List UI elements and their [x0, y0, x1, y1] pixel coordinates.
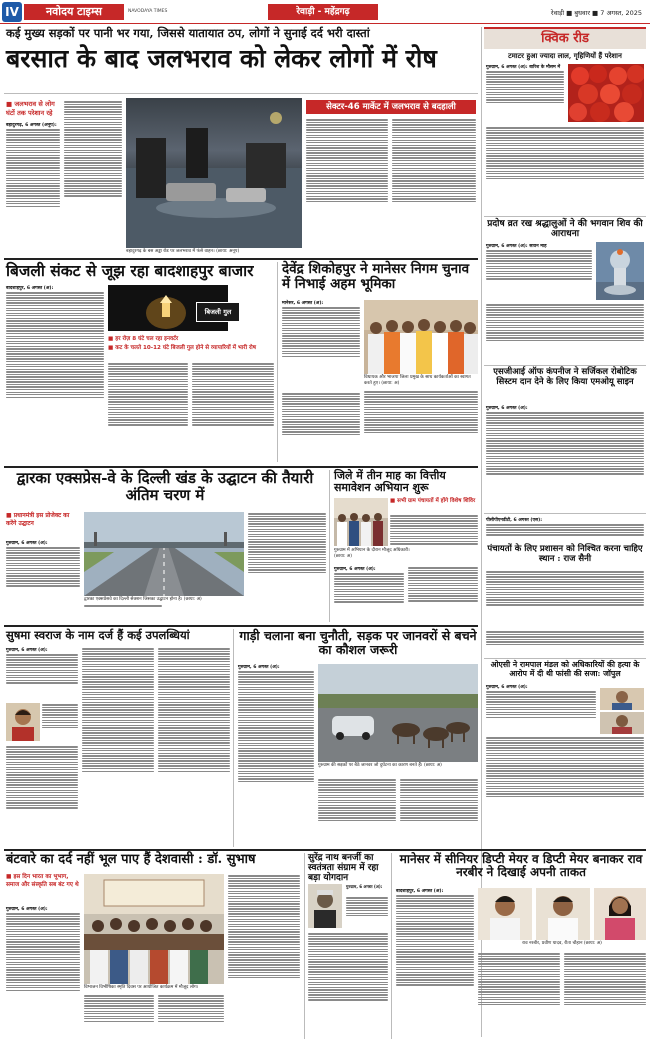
quick-read-item1-body — [486, 70, 564, 124]
quick-read-item1-headline: टमाटर हुआ ज्यादा लाल, गृहिणियों हैं परेशान — [508, 51, 622, 60]
sector-body-col1 — [306, 118, 388, 252]
paper-name: नवोदय टाइम्स — [24, 4, 124, 20]
dwarka-body-col1 — [6, 546, 80, 610]
partition-event-photo — [84, 874, 224, 984]
sushma-body-col1 — [6, 653, 78, 701]
cattle-headline: गाड़ी चलाना बना चुनौती, सड़क पर जानवरों से बचने का कौशल जरूरी — [239, 628, 477, 657]
dwarka-body-col2 — [248, 512, 326, 610]
dwarka-subhead: ■ प्रधानमंत्री इस प्रोजेक्ट का करेंगे उद्घाटन — [6, 512, 70, 527]
paper-name-english: NAVODAYA TIMES — [128, 9, 168, 14]
surendranath-portrait — [308, 884, 342, 928]
power-body-col1 — [6, 291, 104, 461]
mayor-portrait-2 — [536, 888, 590, 940]
cattle-body-col2 — [318, 778, 396, 846]
dwarka-body-col3 — [84, 604, 162, 610]
lead-kicker: कई मुख्य सड़कों पर पानी भर गया, जिससे यातायात ठप, लोगों ने सुनाई दर्द भरी दास्तां — [6, 26, 370, 40]
mayor-body-col3 — [564, 952, 646, 1038]
power-bullet-1: ■ हर रोज़ 8 घंटे चल रहा इनवर्टर — [108, 336, 179, 342]
finance-subhead: ■ सभी ग्राम पंचायतों में होंगे विशेष शिविर — [390, 498, 476, 504]
accused-photo-1 — [600, 688, 644, 710]
lead-byline: बहादुरगढ़, 6 अगस्त (अनूप): — [6, 123, 57, 128]
sushma-swaraj-portrait — [6, 703, 40, 741]
masthead — [0, 0, 650, 24]
dateline: रेवाड़ी ■ बुधवार ■ 7 अगस्त, 2025 — [550, 9, 642, 17]
quick-read-item2-byline: गुरुग्राम, 6 अगस्त (अ): सावन माह — [486, 244, 547, 249]
mayor-headline: मानेसर में सीनियर डिप्टी मेयर व डिप्टी मेयर बनाकर राव नरबीर ने दिखाई अपनी ताकत — [399, 852, 643, 880]
mayor-photo-caption: राव नरबीर, प्रवीण यादव, रीता चौहान (छाया: अ) — [522, 941, 602, 946]
sector-headline: सेक्टर-46 मार्केट में जलभराव से बदहाली — [306, 100, 476, 114]
sushma-headline: सुषमा स्वराज के नाम दर्ज हैं कई उपलब्धियां — [6, 628, 190, 642]
tomato-photo — [568, 64, 644, 122]
quick-read-item4-body2 — [486, 630, 644, 656]
cattle-body-col3 — [400, 778, 478, 846]
quick-read-item5-body2 — [486, 736, 644, 832]
quick-read-item3-headline: एसजीआई ऑफ कंपनीज ने सर्जिकल रोबोटिक सिस्टम दान देने के लिए किया एमओयू साइन — [493, 367, 637, 387]
partition-body-col4 — [228, 874, 300, 1038]
partition-body-col2 — [84, 994, 154, 1038]
quick-read-item2-body — [486, 249, 592, 301]
finance-officials-photo — [334, 498, 388, 546]
power-bullet-2: ■ कट के चलते 10-12 घंटे बिजली गुल होने से व्यापारियों में भारी रोष — [108, 345, 256, 351]
sushma-body-col1b — [42, 703, 78, 743]
lead-body-col2 — [64, 100, 122, 252]
sector-body-col2 — [392, 118, 476, 252]
quick-read-item4-lead — [486, 523, 644, 543]
mayor-body-col2 — [478, 952, 560, 1038]
dwarka-expressway-photo — [84, 512, 244, 596]
sushma-body-col2 — [82, 647, 154, 845]
accused-photo-2 — [600, 712, 644, 734]
partition-body-col3 — [158, 994, 224, 1038]
quick-read-item3-byline: गुरुग्राम, 6 अगस्त (अ): — [486, 406, 528, 411]
quick-read-item2-body2 — [486, 303, 644, 363]
finance-byline: गुरुग्राम, 6 अगस्त (अ): — [334, 567, 376, 572]
section-title: रेवाड़ी - महेंद्रगढ़ — [268, 4, 378, 20]
quick-read-item4-headline: पंचायतों के लिए प्रशासन को निश्चित करना चाहिए स्थान : राज सैनी — [487, 544, 643, 564]
power-headline: बिजली संकट से जूझ रहा बादशाहपुर बाजार — [6, 261, 254, 280]
devender-photo-caption: विधायक और भाजपा जिला प्रमुख के साथ कार्यकर्ताओं का स्वागत करते हुए। (छाया: अ) — [364, 375, 471, 386]
finance-body-col2 — [334, 572, 404, 622]
surendra-headline: सुरेंद्र नाथ बनर्जी का स्वतंत्रता संग्राम में रहा बड़ा योगदान — [308, 853, 379, 884]
cattle-byline: गुरुग्राम, 6 अगस्त (अ): — [238, 665, 280, 670]
surendra-byline: गुरुग्राम, 6 अगस्त (अ): — [346, 884, 383, 889]
cattle-road-photo — [318, 664, 478, 762]
surendra-body-col1b — [308, 932, 388, 1038]
quick-read-item1-byline: गुरुग्राम, 6 अगस्त (अ): बारिश के मौसम में — [486, 65, 561, 70]
power-cut-label: बिजली गुल — [196, 302, 240, 322]
quick-read-item4-body — [486, 570, 644, 628]
devender-body-col2 — [282, 392, 360, 462]
devender-group-photo — [364, 300, 478, 374]
partition-subhead: ■ इस दिन भारत का भूभाग, समाज और संस्कृति सब बंट गए थे — [6, 874, 79, 888]
finance-body-col3 — [408, 566, 478, 622]
devender-body-col1 — [282, 306, 360, 388]
finance-headline: जिले में तीन माह का वित्तीय समावेशन अभियान शुरू — [334, 469, 446, 495]
quick-read-item2-headline: प्रदोष व्रत रख श्रद्धालुओं ने की भगवान शिव की आराधना — [487, 219, 643, 240]
surendra-body-col1a — [346, 896, 388, 930]
partition-byline: गुरुग्राम, 6 अगस्त (अ): — [6, 907, 48, 912]
quick-read-item5-byline: गुरुग्राम, 6 अगस्त (अ): — [486, 685, 528, 690]
lead-subhead: ■ जलभराव से लोग घंटों तक परेशान रहे — [6, 100, 55, 117]
cattle-body-col1 — [238, 670, 314, 846]
devender-body-col3 — [364, 390, 478, 462]
sushma-body-col1c — [6, 745, 78, 845]
dwarka-photo-caption: द्वारका एक्सप्रेसवे का दिल्ली सेक्शन जिसका उद्घाटन होना है। (छाया: अ) — [84, 597, 202, 602]
dwarka-headline: द्वारका एक्सप्रेस-वे के दिल्ली खंड के उद्घाटन की तैयारी अंतिम चरण में — [16, 469, 314, 504]
quick-read-item5-body — [486, 690, 596, 734]
power-body-col3 — [192, 362, 274, 462]
lead-headline: बरसात के बाद जलभराव को लेकर लोगों में रोष — [6, 44, 437, 73]
mayor-body-col1 — [396, 894, 474, 1038]
partition-photo-caption: विभाजन विभीषिका स्मृति दिवस पर आयोजित कार्यक्रम में मौजूद लोग। — [84, 985, 199, 990]
mayor-portrait-3 — [594, 888, 646, 940]
lead-body-col1 — [6, 128, 60, 252]
devender-headline: देवेंद्र शिकोहपुर ने मानेसर निगम चुनाव में निभाई अहम भूमिका — [282, 261, 470, 293]
page-number: IV — [2, 2, 22, 22]
quick-read-item4-byline: पीसीपीएनडीटी, 6 अगस्त (एस): — [486, 518, 543, 523]
sushma-body-col3 — [158, 647, 230, 845]
cattle-photo-caption: गुरुग्राम की सड़कों पर बैठे जानवर जो दुर्घटना का कारण बनते हैं। (छाया: अ) — [318, 763, 442, 768]
dwarka-byline: गुरुग्राम, 6 अगस्त (अ): — [6, 541, 48, 546]
quick-read-item1-body2 — [486, 126, 644, 214]
mayor-byline: बादशाहपुर, 6 अगस्त (अ): — [396, 889, 444, 894]
partition-headline: बंटवारे का दर्द नहीं भूल पाए हैं देशवासी : डॉ. सुभाष — [6, 852, 256, 867]
power-body-col2 — [108, 362, 188, 462]
lead-photo-caption: बहादुरगढ़ के बस अड्डा रोड पर जलभराव में फंसे वाहन। (छाया: अनूप) — [126, 249, 240, 254]
partition-body-col1 — [6, 912, 80, 1038]
devender-byline: मानेसर, 6 अगस्त (अ): — [282, 301, 324, 306]
mayor-portrait-1 — [478, 888, 532, 940]
finance-body-col1 — [390, 514, 478, 564]
shivling-photo — [596, 242, 644, 300]
quick-read-item5-headline: ओएसी ने रामपाल मंडल को अधिकारियों की हत्या के आरोप में दी थी फांसी की सजा: जॉपुल — [490, 660, 640, 678]
finance-photo-caption: गुरुग्राम में अभियान के दौरान मौजूद अधिकारी। (छाया: अ) — [334, 548, 410, 559]
sushma-byline: गुरुग्राम, 6 अगस्त (अ): — [6, 648, 48, 653]
power-byline: बादशाहपुर, 6 अगस्त (अ): — [6, 286, 54, 291]
lead-photo-flooded-road — [126, 98, 302, 248]
quick-read-header: क्विक रीड — [484, 27, 646, 49]
quick-read-item3-body — [486, 411, 644, 511]
